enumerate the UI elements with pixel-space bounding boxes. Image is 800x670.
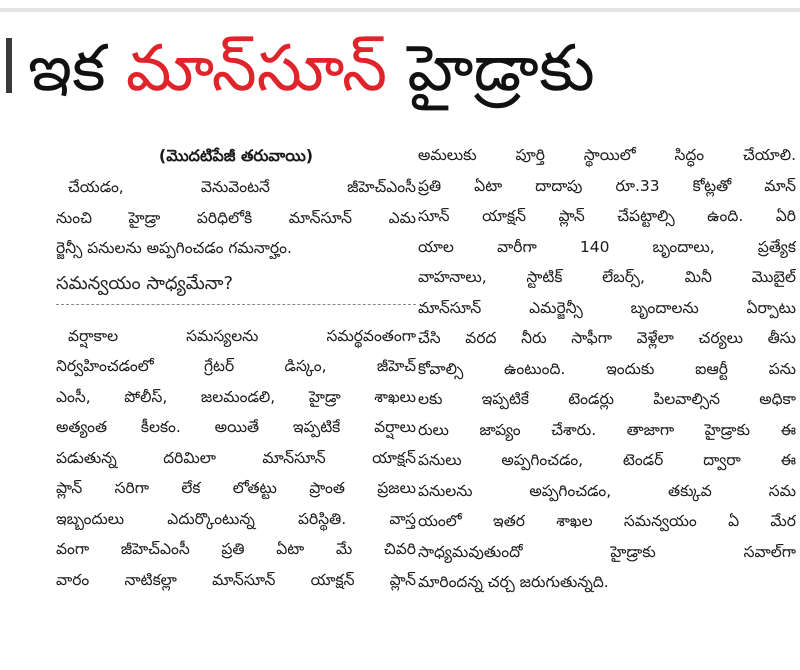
headline [28, 24, 798, 114]
article-line: ఇబ్బందులు ఎదుర్కొంటున్న పరిస్థితి. వాస్త [56, 509, 416, 528]
article-line: వాహనాలు, స్టాటిక్‌ లేబర్స్‌, మినీ మొబైల్‌ [418, 268, 796, 286]
article-line: లకు ఇప్పటికే టెండర్లు పిలవాల్సిన అధికా [418, 390, 796, 408]
article-line: సూన్‌ యాక్షన్‌ ప్లాన్‌ చేపట్టాల్సి ఉంది. ఏరి [418, 207, 796, 225]
article-line: పడుతున్న దరిమిలా మాన్‌సూన్‌ యాక్షన్‌ [56, 448, 416, 467]
article-line: ర్జెన్సీ పనులను అప్పగించడం గమనార్హం. [56, 239, 292, 257]
article-line: కోవాల్సి ఉంటుంది. ఇందుకు ఐఆర్టీ పను [418, 359, 796, 378]
article-line: ప్రతి ఏటా దాదాపు రూ.33 కోట్లతో మాన్‌ [418, 176, 796, 195]
headline-word-1: ఇక [28, 32, 106, 106]
article-line: ప్లాన్‌ సరిగా లేక లోతట్టు ప్రాంత ప్రజలు [56, 479, 416, 497]
article-line: వారం నాటికల్లా మాన్‌సూన్‌ యాక్షన్‌ ప్లాన్‌ [56, 570, 416, 589]
headline-word-2: మాన్‌సూన్‌ [125, 32, 388, 106]
headline-accent-bar [6, 38, 12, 93]
article-line: వర్షాకాల సమస్యలను సమర్థవంతంగా [68, 326, 416, 345]
article-line: సాధ్యమవుతుందో హైడ్రాకు సవాల్‌గా [418, 542, 796, 561]
continuation-kicker: (మొదటిపేజీ తరువాయి) [158, 146, 314, 165]
article-line: అమలుకు పూర్తి స్థాయిలో సిద్ధం చేయాలి. [418, 146, 796, 164]
article-line: పనులను అప్పగించడం, తక్కువ సమ [418, 481, 796, 500]
article-line: అత్యంత కీలకం. అయితే ఇప్పటికే వర్షాలు [56, 418, 416, 436]
article-line: వంగా జీహెచ్‌ఎంసీ ప్రతి ఏటా మే చివరి [56, 540, 416, 558]
article-line: పనులు అప్పగించడం, టెండర్‌ ద్వారా ఈ [418, 451, 796, 469]
article-line: నిర్వహించడంలో గ్రేటర్‌ డిస్కం, జీహెచ్‌ [56, 357, 416, 375]
right-column [418, 140, 796, 598]
article-line: యంలో ఇతర శాఖల సమన్వయం ఏ మేర [418, 512, 796, 530]
article-line: నుంచి హైడ్రా పరిధిలోకి మాన్‌సూన్‌ ఎమ [56, 208, 416, 227]
article-line: యాల వారీగా 140 బృందాలు, ప్రత్యేక [418, 237, 796, 256]
article-line: చేసి వరద నీరు సాఫీగా వెళ్లేలా చర్యలు తీసు [418, 329, 796, 347]
article-line: రులు జాప్యం చేశారు. తాజాగా హైడ్రాకు ఈ [418, 420, 796, 439]
article-line: మాన్‌సూన్‌ ఎమర్జెన్సీ బృందాలను ఏర్పాటు [418, 298, 796, 317]
top-divider [0, 8, 800, 12]
article-line: మారిందన్న చర్చ జరుగుతున్నది. [418, 573, 609, 591]
section-subheading: సమన్వయం సాధ్యమేనా? [56, 264, 416, 305]
article-line: ఎంసీ, పోలీస్‌, జలమండలి, హైడ్రా శాఖలు [56, 387, 416, 406]
left-column [56, 140, 416, 595]
headline-word-3: హైడ్రాకు [407, 32, 595, 106]
article-line: చేయడం, వెనువెంటనే జీహెచ్‌ఎంసీ [68, 178, 416, 196]
